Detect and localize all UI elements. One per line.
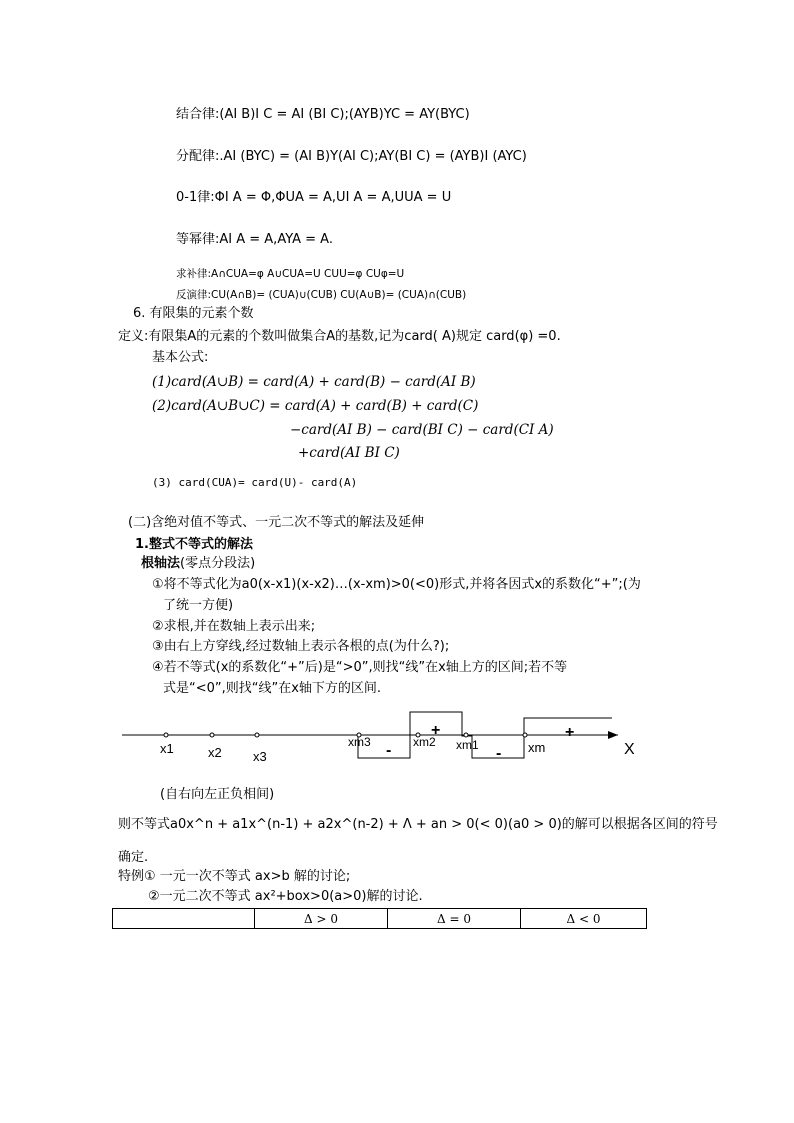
idempotent-law: 等幂律:AI A = A,AYA = A. [176,232,333,247]
de-morgan-law: 反演律:CU(A∩B)= (CUA)∪(CUB) CU(A∪B)= (CUA)∩(CUB) [176,289,467,301]
label-x1: x1 [160,741,174,756]
step-3: ③由右上方穿线,经过数轴上表示各根的点(为什么?); [152,639,450,654]
table-header-cell: Δ > 0 [255,909,388,929]
root-point-xm1 [464,733,468,737]
axis-arrowhead [608,731,618,739]
label-xm3: xm3 [348,735,371,749]
step-2: ②求根,并在数轴上表示出来; [152,619,316,634]
discriminant-table [112,908,647,929]
label-xm1: xm1 [456,738,479,752]
table-header-cell [113,909,255,929]
formula-2-line-2: −card(AI B) − card(BI C) − card(CI A) [290,422,554,438]
formula-2-line-3: +card(AI BI C) [298,445,400,461]
zero-one-law: 0-1律:ΦI A = Φ,ΦUA = A,UI A = A,UUA = U [176,190,452,205]
step-1-continued: 了统一方便) [163,598,234,613]
cardinality-definition: 定义:有限集A的元素的个数叫做集合A的基数,记为card( A)规定 card(φ) =0. [118,329,561,344]
polynomial-sentence-end: 确定. [118,850,149,865]
polynomial-sentence: 则不等式a0x^n + a1x^(n-1) + a2x^(n-2) + Λ + an > 0(< 0)(a0 > 0)的解可以根据各区间的符号 [118,817,718,832]
special-case-2: ②一元二次不等式 ax²+box>0(a>0)解的讨论. [148,889,423,904]
root-point-x3 [255,733,259,737]
table-header-row [113,909,647,929]
root-axis-diagram [0,700,794,780]
sign-minus-left: - [386,742,392,759]
sign-plus-left: + [431,722,441,739]
axis-label: X [624,741,635,758]
sign-caption: (自右向左正负相间) [160,787,275,802]
sign-minus-right: - [496,745,502,762]
formula-2-line-1: (2)card(A∪B∪C) = card(A) + card(B) + card(C) [152,398,479,414]
special-case-1: 特例① 一元一次不等式 ax>b 解的讨论; [118,869,351,884]
formula-1: (1)card(A∪B) = card(A) + card(B) − card(AI B) [152,374,476,390]
label-xm: xm [528,740,546,755]
associative-law: 结合律:(AI B)I C = AI (BI C);(AYB)YC = AY(BYC) [176,107,470,122]
root-point-x1 [164,733,168,737]
formula-3: (3) card(CUA)= card(U)- card(A) [152,476,358,489]
step-4: ④若不等式(x的系数化“+”后)是“>0”,则找“线”在x轴上方的区间;若不等 [152,660,568,675]
distributive-law: 分配律:.AI (BYC) = (AI B)Y(AI C);AY(BI C) = (AYB)I (AYC) [176,149,527,164]
section-6-heading: 6. 有限集的元素个数 [133,306,254,321]
root-point-xm [523,733,527,737]
part-2-heading: (二)含绝对值不等式、一元二次不等式的解法及延伸 [128,515,425,530]
basic-formula-label: 基本公式: [152,350,209,365]
label-x2: x2 [208,745,222,760]
root-point-x2 [210,733,214,737]
label-x3: x3 [253,749,267,764]
complement-law: 求补律:A∩CUA=φ A∪CUA=U CUU=φ CUφ=U [176,268,405,280]
root-axis-method: 根轴法(零点分段法) [141,556,256,571]
step-4-continued: 式是“<0”,则找“线”在x轴下方的区间. [163,681,382,696]
table-header-cell: Δ < 0 [521,909,647,929]
label-xm2: xm2 [413,735,436,749]
integral-inequality-heading: 1.整式不等式的解法 [135,537,253,552]
sign-plus-right: + [565,724,575,741]
step-1: ①将不等式化为a0(x-x1)(x-x2)…(x-xm)>0(<0)形式,并将各因式x的系数化“+”;(为 [152,577,641,592]
table-header-cell: Δ = 0 [388,909,521,929]
